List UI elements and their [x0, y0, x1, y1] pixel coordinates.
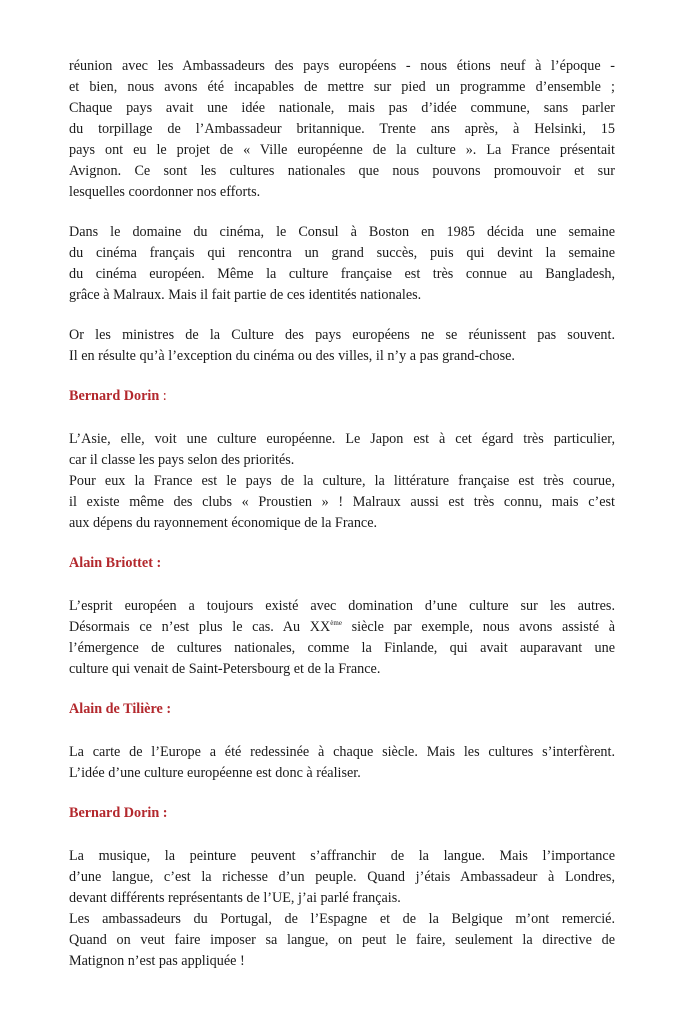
text-line: culture qui venait de Saint-Petersbourg et de la France. [69, 661, 381, 677]
text-line: d’une langue, c’est la richesse d’un peuple. Quand j’étais Ambassadeur à Londres, [69, 869, 615, 885]
text-line: Il en résulte qu’à l’exception du cinéma ou des villes, il n’y a pas grand-chose. [69, 348, 515, 364]
text-line: L’Asie, elle, voit une culture européenne. Le Japon est à cet égard très particulier, [69, 431, 615, 447]
text-line: Or les ministres de la Culture des pays européens ne se réunissent pas souvent. [69, 327, 615, 343]
text-line: grâce à Malraux. Mais il fait partie de ces identités nationales. [69, 287, 422, 303]
speaker-name [69, 699, 615, 720]
text-line: et bien, nous avons été incapables de mettre sur pied un programme d’ensemble ; [69, 79, 615, 95]
text-line: Pour eux la France est le pays de la culture, la littérature française est très courue, [69, 473, 615, 489]
superscript: ème [330, 619, 342, 627]
text-line: pays ont eu le projet de « Ville européenne de la culture ». La France présentait [69, 142, 615, 158]
speaker-name [69, 553, 615, 574]
paragraph [69, 846, 615, 909]
paragraph [69, 429, 615, 471]
text-line: réunion avec les Ambassadeurs des pays européens - nous étions neuf à l’époque - [69, 58, 615, 74]
text-line: L’esprit européen a toujours existé avec domination d’une culture sur les autres. [69, 598, 615, 614]
speaker-label: Bernard Dorin : [69, 805, 168, 821]
text-line: Matignon n’est pas appliquée ! [69, 953, 245, 969]
speaker-name [69, 386, 615, 407]
text-line: l’émergence de cultures nationales, comme la Finlande, qui avait auparavant une [69, 640, 615, 656]
text-line: Désormais ce n’est plus le cas. Au XXème siècle par exemple, nous avons assisté à [69, 619, 615, 635]
text-line: du cinéma européen. Même la culture française est très connue au Bangladesh, [69, 266, 615, 282]
text-line: aux dépens du rayonnement économique de la France. [69, 515, 378, 531]
paragraph [69, 596, 615, 680]
text-line: Chaque pays avait une idée nationale, mais pas d’idée commune, sans parler [69, 100, 615, 116]
paragraph [69, 471, 615, 534]
paragraph [69, 56, 615, 203]
speaker-label: Alain de Tilière : [69, 701, 172, 717]
paragraph [69, 325, 615, 367]
text-line: Quand on veut faire imposer sa langue, on peut le faire, seulement la directive de [69, 932, 615, 948]
text-line: Dans le domaine du cinéma, le Consul à Boston en 1985 décida une semaine [69, 224, 615, 240]
speaker-name [69, 803, 615, 824]
text-line: lesquelles coordonner nos efforts. [69, 184, 261, 200]
text-line: L’idée d’une culture européenne est donc à réaliser. [69, 765, 361, 781]
text-line: La musique, la peinture peuvent s’affranchir de la langue. Mais l’importance [69, 848, 615, 864]
speaker-colon: : [159, 388, 167, 404]
paragraph [69, 909, 615, 972]
document-page [69, 56, 615, 991]
speaker-label: Alain Briottet : [69, 555, 162, 571]
text-line: du torpillage de l’Ambassadeur britannique. Trente ans après, à Helsinki, 15 [69, 121, 615, 137]
text-line: car il classe les pays selon des priorités. [69, 452, 295, 468]
paragraph [69, 222, 615, 306]
text-line: du cinéma français qui rencontra un grand succès, puis qui devint la semaine [69, 245, 615, 261]
text-line: Les ambassadeurs du Portugal, de l’Espagne et de la Belgique m’ont remercié. [69, 911, 615, 927]
speaker-label: Bernard Dorin [69, 388, 160, 404]
text-line: il existe même des clubs « Proustien » ! Malraux aussi est très connu, mais c’est [69, 494, 615, 510]
text-line: La carte de l’Europe a été redessinée à chaque siècle. Mais les cultures s’interfèrent. [69, 744, 615, 760]
paragraph [69, 742, 615, 784]
text-line: devant différents représentants de l’UE, j’ai parlé français. [69, 890, 401, 906]
text-line: Avignon. Ce sont les cultures nationales que nous pouvons promouvoir et sur [69, 163, 615, 179]
